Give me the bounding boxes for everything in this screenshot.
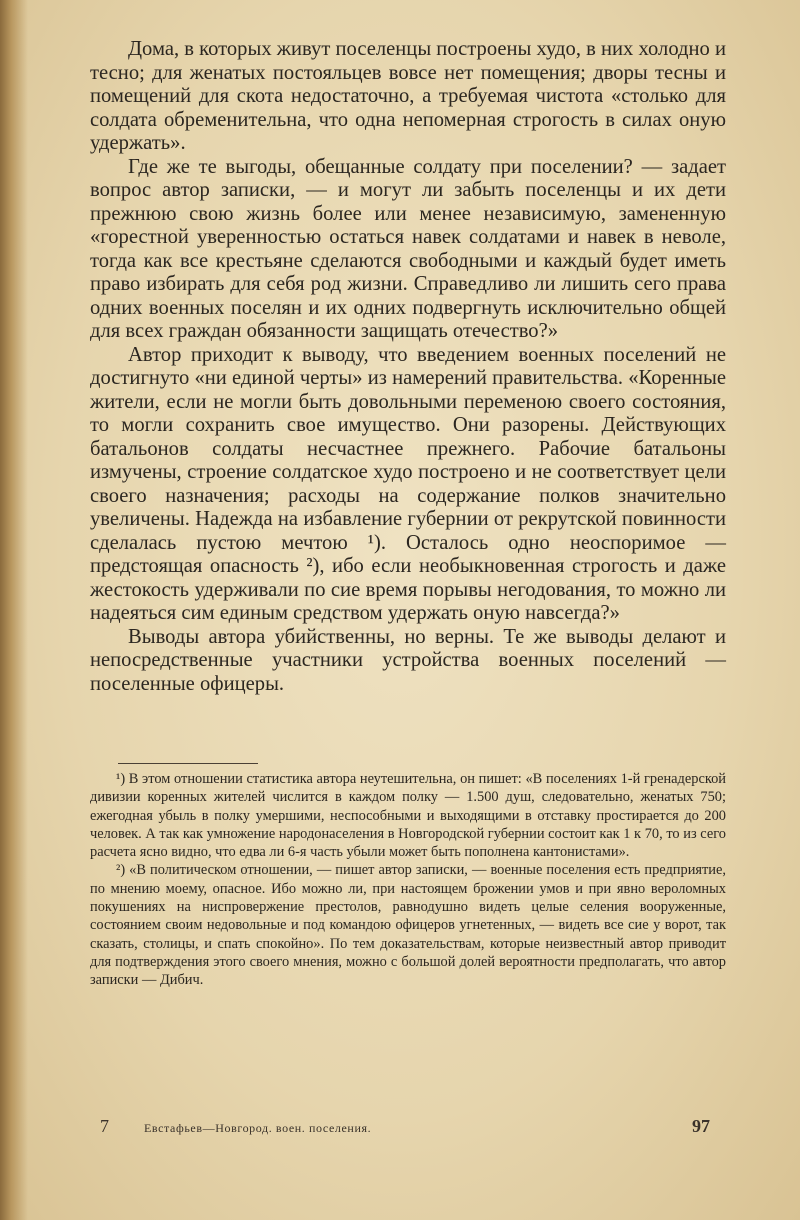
page-footer	[100, 1116, 710, 1140]
footnotes	[90, 770, 726, 990]
paragraph-2: Где же те выгоды, обещанные солдату при поселении? — задает вопрос автор записки, — и могут ли забыть поселенцы и их дети прежнюю свою жизнь более или менее независимую, замененную «горестной уверенностью остаться навек солдатами и навек в неволе, тогда как все крестьяне сделаются свободными и каждый будет иметь право избирать для себя род жизни. Справедливо ли лишить сего права одних военных поселян и их одних подвергнуть исключительно общей для всех граждан обязанности защищать отечество?»	[90, 155, 726, 342]
footnote-2: ²) «В политическом отношении, — пишет автор записки, — военные поселения есть предприятие, по мнению моему, опасное. Ибо можно ли, при настоящем брожении умов и при явно вероломных покушениях на ниспровержение престолов, равнодушно видеть целые селения вооруженные, состоянием своим недовольные и под командою офицеров угнетенных, — видеть все сие у ворот, так сказать, столицы, и спать спокойно». По тем доказательствам, которые неизвестный автор приводит для подтверждения этого своего мнения, можно с большой долей вероятности предполагать, что автор записки — Дибич.	[90, 862, 726, 989]
main-text	[90, 38, 726, 696]
running-title: Евстафьев—Новгород. воен. поселения.	[144, 1121, 372, 1135]
printer-signature-mark: 7	[100, 1116, 109, 1136]
page-spine-edge	[0, 0, 28, 1220]
footnote-separator	[118, 763, 258, 764]
paragraph-3: Автор приходит к выводу, что введением военных поселений не достигнуто «ни единой черты» из намерений правительства. «Коренные жители, если не могли быть довольными переменою своего состояния, то могли сохранить свое имущество. Они разорены. Действующих батальонов солдаты несчастнее прежнего. Рабочие батальоны измучены, строение солдатское худо построено и не соответствует цели своего назначения; расходы на содержание полков значительно увеличены. Надежда на избавление губернии от рекрутской повинности сделалась пустою мечтою ¹). Осталось одно неоспоримое — предстоящая опасность ²), ибо если необыкновенная строгость и даже жестокость удерживали по сие время порывы негодования, то можно ли надеяться сим единым средством удержать оную навсегда?»	[90, 343, 726, 624]
paragraph-1: Дома, в которых живут поселенцы построены худо, в них холодно и тесно; для женатых постояльцев вовсе нет помещения; дворы тесны и помещений для скота недостаточно, а требуемая чистота «столько для солдата обременительна, что одна непомерная строгость в силах оную удержать».	[90, 38, 726, 154]
paragraph-4: Выводы автора убийственны, но верны. Те же выводы делают и непосредственные участники устройства военных поселений — поселенные офицеры.	[90, 625, 726, 695]
page-number: 97	[692, 1116, 710, 1136]
footnote-1: ¹) В этом отношении статистика автора неутешительна, он пишет: «В поселениях 1-й гренадерской дивизии коренных жителей числится в каждом полку — 1.500 душ, следовательно, женатых 750; ежегодная убыль в полку умершими, неспособными и выходящими в отставку простирается до 200 человек. А так как умножение народонаселения в Новгородской губернии состоит как 1 к 70, то из сего расчета ясно видно, что едва ли 6-я часть убыли может быть пополнена кантонистами».	[90, 771, 726, 861]
